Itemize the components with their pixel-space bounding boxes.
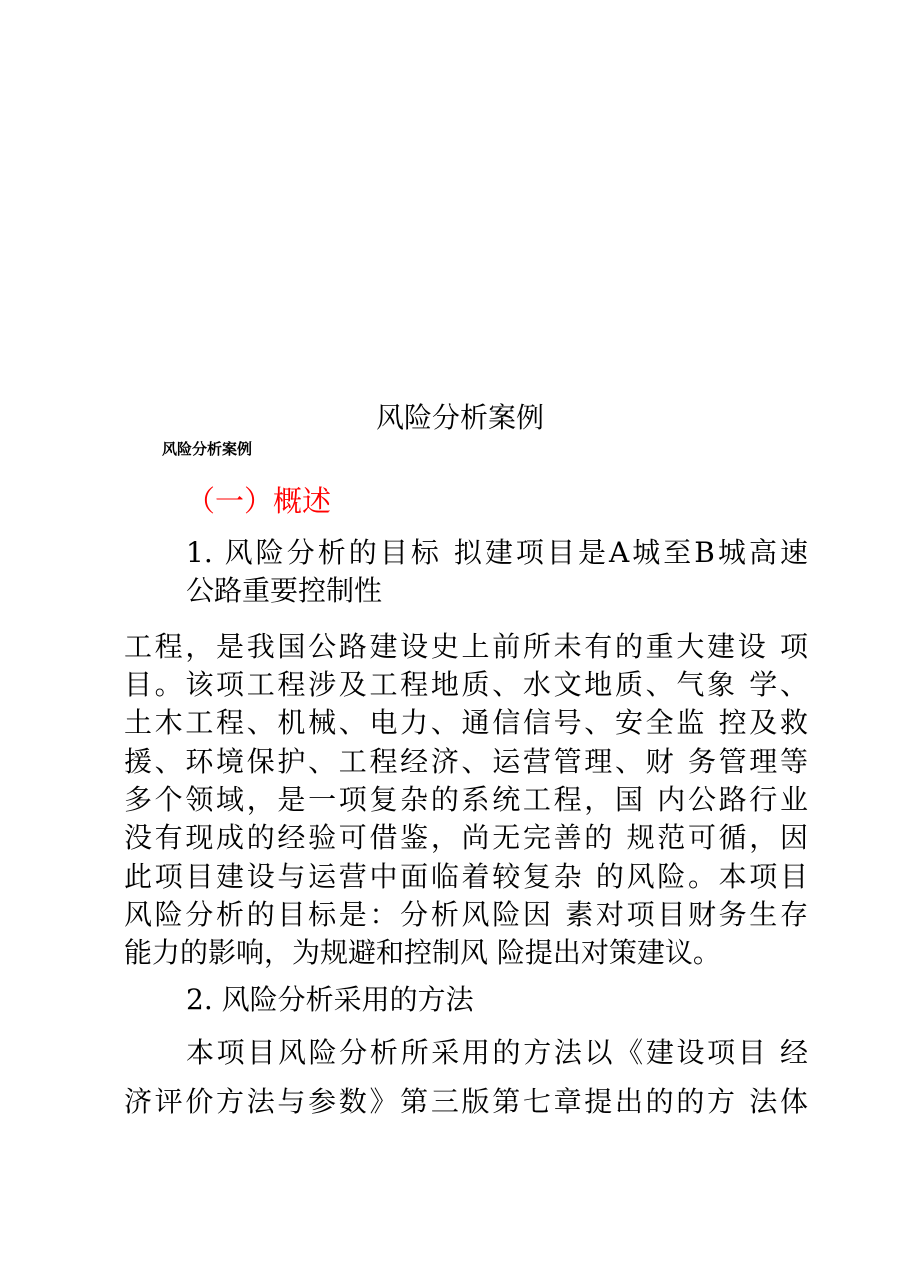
text-line-12: 2. 风险分析采用的方法 (186, 983, 474, 1016)
text-line-6: 援、环境保护、工程经济、运营管理、财 务管理等 (124, 745, 808, 778)
text-line-1: 1. 风险分析的目标 拟建项目是A城至B城高速 (186, 536, 808, 569)
text-line-14: 济评价方法与参数》第三版第七章提出的的方 法体 (124, 1085, 808, 1118)
text-line-11: 能力的影响，为规避和控制风 险提出对策建议。 (124, 936, 721, 969)
text-line-9: 此项目建设与运营中面临着较复杂 的风险。本项目 (124, 860, 808, 893)
document-subtitle: 风险分析案例 (162, 440, 253, 458)
text-line-7: 多个领域，是一项复杂的系统工程，国 内公路行业 (124, 783, 808, 816)
text-line-13: 本项目风险分析所采用的方法以《建设项目 经 (186, 1036, 808, 1069)
text-line-8: 没有现成的经验可借鉴，尚无完善的 规范可循，因 (124, 821, 808, 854)
document-title: 风险分析案例 (375, 401, 544, 434)
text-line-10: 风险分析的目标是：分析风险因 素对项目财务生存 (124, 898, 808, 931)
text-line-3: 工程，是我国公路建设史上前所未有的重大建设 项 (124, 630, 808, 663)
section-heading: （一）概述 (186, 484, 332, 518)
text-line-4: 目。该项工程涉及工程地质、水文地质、气象 学、 (124, 668, 808, 701)
text-line-5: 土木工程、机械、电力、通信信号、安全监 控及救 (124, 706, 808, 739)
text-line-2: 公路重要控制性 (186, 574, 383, 607)
